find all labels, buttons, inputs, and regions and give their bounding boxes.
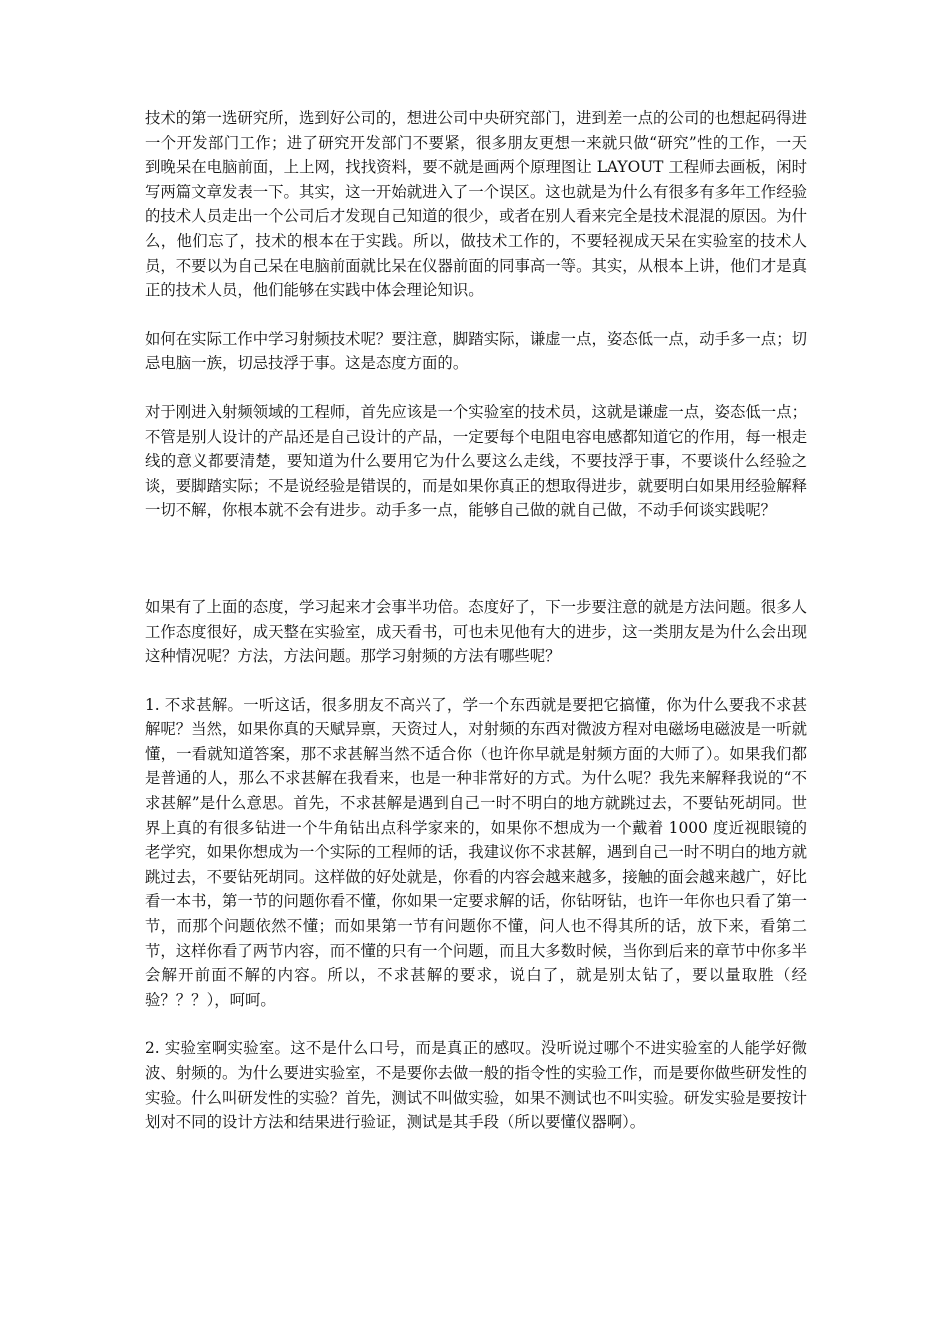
paragraph-attitude: 如何在实际工作中学习射频技术呢？要注意，脚踏实际，谦虚一点，姿态低一点，动手多一点；切忌电脑一族，切忌技浮于事。这是态度方面的。: [145, 329, 807, 373]
paragraph-point-2: 2. 实验室啊实验室。这不是什么口号，而是真正的感叹。没听说过哪个不进实验室的人能学好微波、射频的。为什么要进实验室，不是要你去做一般的指令性的实验工作，而是要你做些研发性的实验。什么叫研发性的实验？首先，测试不叫做实验，如果不测试也不叫实验。研发实验是要按计划对不同的设计方法和结果进行验证，测试是其手段（所以要懂仪器啊）。: [145, 1039, 807, 1132]
paragraph-intro: 技术的第一选研究所，选到好公司的，想进公司中央研究部门，进到差一点的公司的也想起码得进一个开发部门工作；进了研究开发部门不要紧，很多朋友更想一来就只做“研究”性的工作，一天到晚呆在电脑前面，上上网，找找资料，要不就是画两个原理图让 LAYOUT 工程师去画板，闲时写两篇文章发表一下。其实，这一开始就进入了一个误区。这也就是为什么有很多有多年工作经验的技术人员走出一个公司后才发现自己知道的很少，或者在别人看来完全是技术混混的原因。为什么，他们忘了，技术的根本在于实践。所以，做技术工作的，不要轻视成天呆在实验室的技术人员，不要以为自己呆在电脑前面就比呆在仪器前面的同事高一等。其实，从根本上讲，他们才是真正的技术人员，他们能够在实践中体会理论知识。: [145, 109, 807, 300]
document-body: [145, 106, 807, 1135]
paragraph-point-1: 1. 不求甚解。一听这话，很多朋友不高兴了，学一个东西就是要把它搞懂，你为什么要我不求甚解呢？当然，如果你真的天赋异禀，天资过人，对射频的东西对微波方程对电磁场电磁波是一听就懂，一看就知道答案，那不求甚解当然不适合你（也许你早就是射频方面的大师了）。如果我们都是普通的人，那么不求甚解在我看来，也是一种非常好的方式。为什么呢？我先来解释我说的“不求甚解”是什么意思。首先，不求甚解是遇到自己一时不明白的地方就跳过去，不要钻死胡同。世界上真的有很多钻进一个牛角钻出点科学家来的，如果你不想成为一个戴着 1000 度近视眼镜的老学究，如果你想成为一个实际的工程师的话，我建议你不求甚解，遇到自己一时不明白的地方就跳过去，不要钻死胡同。这样做的好处就是，你看的内容会越来越多，接触的面会越来越广，好比看一本书，第一节的问题你看不懂，你如果一定要求解的话，你钻呀钻，也许一年你也只看了第一节，而那个问题依然不懂；而如果第一节有问题你不懂，问人也不得其所的话，放下来，看第二节，这样你看了两节内容，而不懂的只有一个问题，而且大多数时候，当你到后来的章节中你多半会解开前面不解的内容。所以，不求甚解的要求，说白了，就是别太钻了，要以量取胜（经验？？？），呵呵。: [145, 695, 807, 1009]
paragraph-new-engineer: 对于刚进入射频领域的工程师，首先应该是一个实验室的技术员，这就是谦虚一点，姿态低一点；不管是别人设计的产品还是自己设计的产品，一定要每个电阻电容电感都知道它的作用，每一根走线的意义都要清楚，要知道为什么要用它为什么要这么走线，不要技浮于事，不要谈什么经验之谈，要脚踏实际；不是说经验是错误的，而是如果你真正的想取得进步，就要明白如果用经验解释一切不解，你根本就不会有进步。动手多一点，能够自己做的就自己做，不动手何谈实践呢？: [145, 402, 807, 520]
paragraph-method: 如果有了上面的态度，学习起来才会事半功倍。态度好了，下一步要注意的就是方法问题。很多人工作态度很好，成天整在实验室，成天看书，可也未见他有大的进步，这一类朋友是为什么会出现这种情况呢？方法，方法问题。那学习射频的方法有哪些呢？: [145, 597, 807, 666]
